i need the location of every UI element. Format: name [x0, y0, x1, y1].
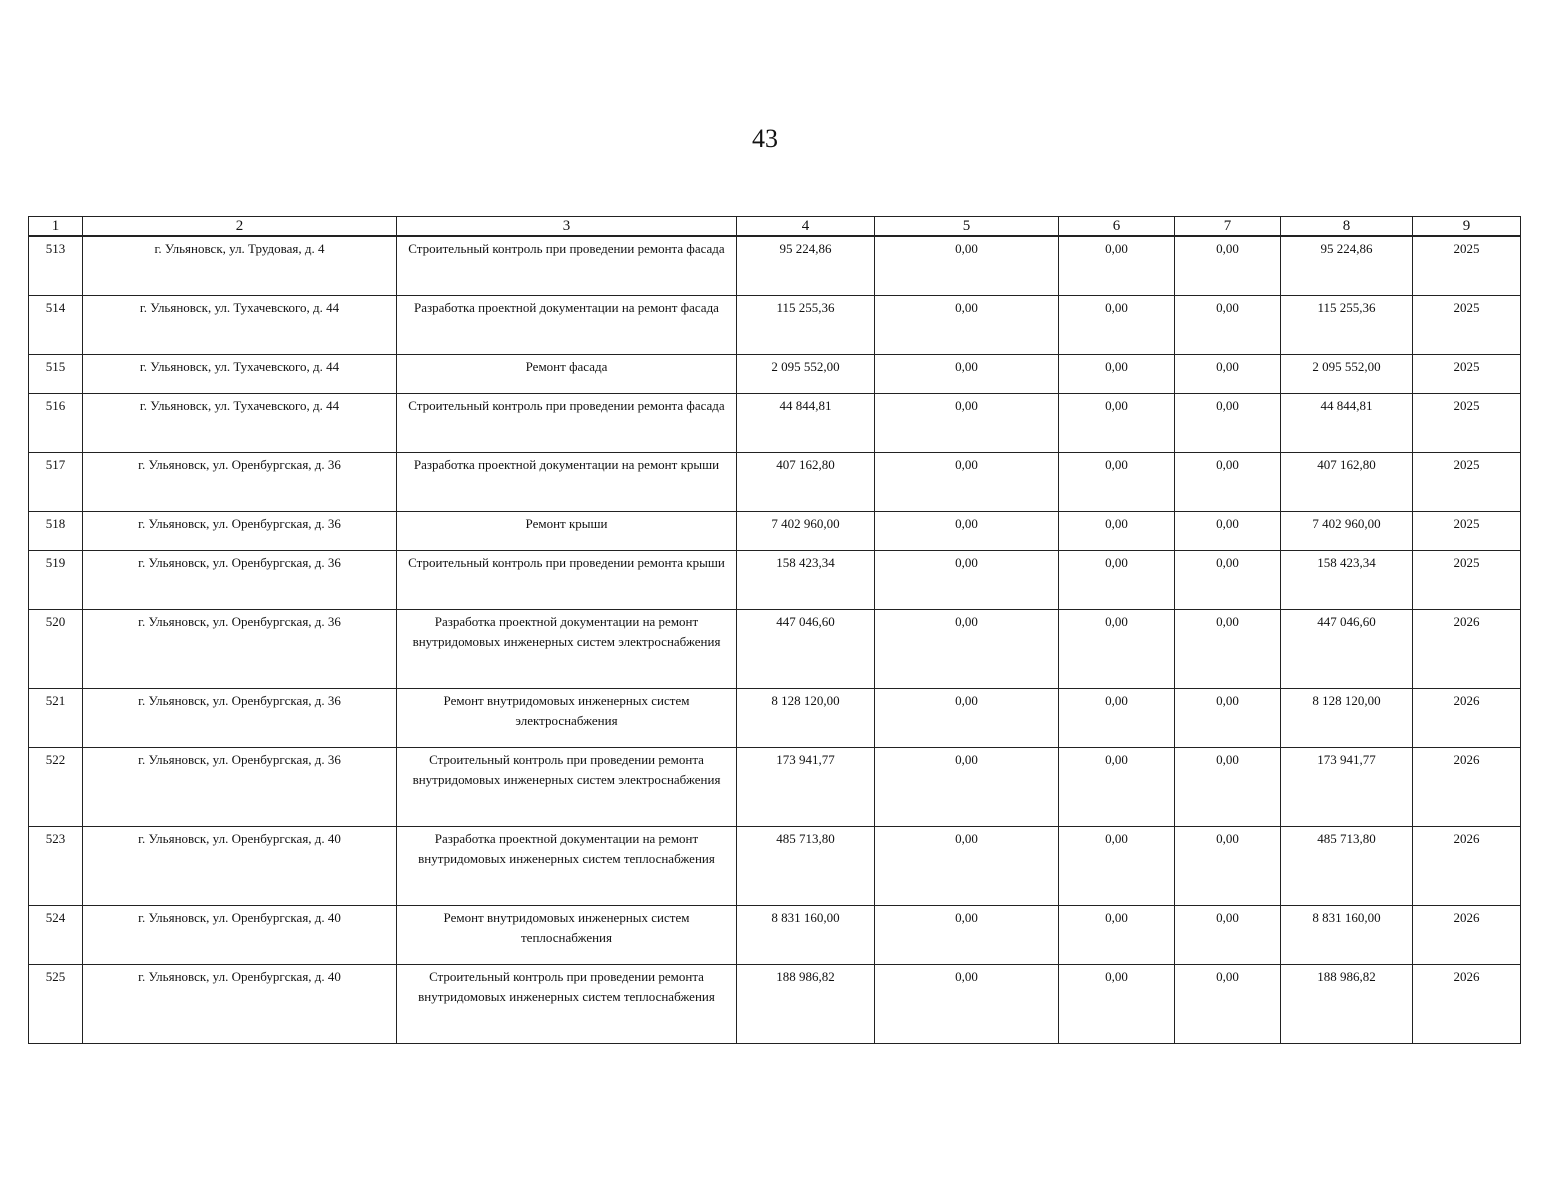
amount-cell: 0,00 [875, 453, 1059, 512]
year-cell: 2025 [1413, 296, 1521, 355]
address-cell: г. Ульяновск, ул. Оренбургская, д. 36 [83, 453, 397, 512]
amount-cell: 0,00 [875, 689, 1059, 748]
year-cell: 2025 [1413, 512, 1521, 551]
amount-cell: 8 831 160,00 [737, 906, 875, 965]
amount-cell: 0,00 [875, 296, 1059, 355]
table-row [29, 551, 1521, 610]
work-type-cell: Ремонт фасада [397, 355, 737, 394]
address-cell: г. Ульяновск, ул. Тухачевского, д. 44 [83, 355, 397, 394]
column-header: 1 [29, 217, 83, 237]
year-cell: 2026 [1413, 610, 1521, 689]
address-cell: г. Ульяновск, ул. Трудовая, д. 4 [83, 236, 397, 296]
row-number-cell: 523 [29, 827, 83, 906]
amount-cell: 0,00 [1175, 827, 1281, 906]
amount-cell: 173 941,77 [737, 748, 875, 827]
row-number-cell: 519 [29, 551, 83, 610]
column-header: 7 [1175, 217, 1281, 237]
amount-cell: 7 402 960,00 [737, 512, 875, 551]
amount-cell: 0,00 [1059, 965, 1175, 1044]
amount-cell: 407 162,80 [737, 453, 875, 512]
work-type-cell: Ремонт крыши [397, 512, 737, 551]
table-row [29, 610, 1521, 689]
column-header: 5 [875, 217, 1059, 237]
amount-cell: 447 046,60 [1281, 610, 1413, 689]
work-type-cell: Ремонт внутридомовых инженерных систем теплоснабжения [397, 906, 737, 965]
amount-cell: 95 224,86 [737, 236, 875, 296]
row-number-cell: 517 [29, 453, 83, 512]
address-cell: г. Ульяновск, ул. Оренбургская, д. 36 [83, 689, 397, 748]
work-type-cell: Строительный контроль при проведении ремонта крыши [397, 551, 737, 610]
amount-cell: 0,00 [875, 512, 1059, 551]
amount-cell: 0,00 [1175, 296, 1281, 355]
amount-cell: 0,00 [1175, 906, 1281, 965]
amount-cell: 0,00 [1059, 296, 1175, 355]
table-row [29, 394, 1521, 453]
amount-cell: 0,00 [875, 236, 1059, 296]
year-cell: 2026 [1413, 965, 1521, 1044]
amount-cell: 7 402 960,00 [1281, 512, 1413, 551]
amount-cell: 44 844,81 [737, 394, 875, 453]
amount-cell: 0,00 [1175, 453, 1281, 512]
amount-cell: 0,00 [1059, 827, 1175, 906]
work-type-cell: Строительный контроль при проведении ремонта внутридомовых инженерных систем теплоснабжения [397, 965, 737, 1044]
amount-cell: 0,00 [1059, 355, 1175, 394]
address-cell: г. Ульяновск, ул. Оренбургская, д. 36 [83, 512, 397, 551]
amount-cell: 0,00 [1175, 551, 1281, 610]
address-cell: г. Ульяновск, ул. Тухачевского, д. 44 [83, 296, 397, 355]
table-row [29, 689, 1521, 748]
amount-cell: 0,00 [1175, 965, 1281, 1044]
year-cell: 2026 [1413, 827, 1521, 906]
column-header: 4 [737, 217, 875, 237]
row-number-cell: 524 [29, 906, 83, 965]
work-type-cell: Строительный контроль при проведении ремонта внутридомовых инженерных систем электроснабжения [397, 748, 737, 827]
amount-cell: 0,00 [1059, 689, 1175, 748]
amount-cell: 0,00 [875, 394, 1059, 453]
table-row [29, 906, 1521, 965]
amount-cell: 0,00 [1059, 512, 1175, 551]
row-number-cell: 525 [29, 965, 83, 1044]
amount-cell: 0,00 [1175, 748, 1281, 827]
page-number: 43 [752, 124, 778, 153]
address-cell: г. Ульяновск, ул. Оренбургская, д. 40 [83, 965, 397, 1044]
row-number-cell: 515 [29, 355, 83, 394]
amount-cell: 115 255,36 [737, 296, 875, 355]
amount-cell: 0,00 [1175, 512, 1281, 551]
column-header: 9 [1413, 217, 1521, 237]
table-row [29, 965, 1521, 1044]
address-cell: г. Ульяновск, ул. Тухачевского, д. 44 [83, 394, 397, 453]
amount-cell: 0,00 [1059, 748, 1175, 827]
column-header: 2 [83, 217, 397, 237]
work-type-cell: Разработка проектной документации на ремонт внутридомовых инженерных систем электроснабжения [397, 610, 737, 689]
amount-cell: 0,00 [1175, 355, 1281, 394]
amount-cell: 0,00 [875, 610, 1059, 689]
amount-cell: 188 986,82 [737, 965, 875, 1044]
row-number-cell: 520 [29, 610, 83, 689]
amount-cell: 0,00 [1059, 610, 1175, 689]
address-cell: г. Ульяновск, ул. Оренбургская, д. 36 [83, 551, 397, 610]
repair-program-table [28, 216, 1521, 1044]
table-row [29, 355, 1521, 394]
work-type-cell: Строительный контроль при проведении ремонта фасада [397, 394, 737, 453]
table-row [29, 748, 1521, 827]
year-cell: 2025 [1413, 394, 1521, 453]
address-cell: г. Ульяновск, ул. Оренбургская, д. 36 [83, 748, 397, 827]
work-type-cell: Строительный контроль при проведении ремонта фасада [397, 236, 737, 296]
amount-cell: 407 162,80 [1281, 453, 1413, 512]
row-number-cell: 522 [29, 748, 83, 827]
amount-cell: 0,00 [1059, 236, 1175, 296]
amount-cell: 0,00 [1059, 906, 1175, 965]
year-cell: 2026 [1413, 906, 1521, 965]
work-type-cell: Разработка проектной документации на ремонт фасада [397, 296, 737, 355]
amount-cell: 0,00 [1175, 394, 1281, 453]
year-cell: 2025 [1413, 551, 1521, 610]
column-header: 3 [397, 217, 737, 237]
amount-cell: 0,00 [1175, 610, 1281, 689]
amount-cell: 0,00 [1175, 236, 1281, 296]
amount-cell: 0,00 [1175, 689, 1281, 748]
amount-cell: 0,00 [875, 827, 1059, 906]
column-number-row [29, 217, 1521, 237]
column-header: 8 [1281, 217, 1413, 237]
amount-cell: 0,00 [875, 355, 1059, 394]
address-cell: г. Ульяновск, ул. Оренбургская, д. 40 [83, 827, 397, 906]
amount-cell: 485 713,80 [1281, 827, 1413, 906]
amount-cell: 115 255,36 [1281, 296, 1413, 355]
amount-cell: 447 046,60 [737, 610, 875, 689]
year-cell: 2025 [1413, 236, 1521, 296]
amount-cell: 2 095 552,00 [737, 355, 875, 394]
row-number-cell: 514 [29, 296, 83, 355]
table-row [29, 512, 1521, 551]
amount-cell: 8 128 120,00 [1281, 689, 1413, 748]
address-cell: г. Ульяновск, ул. Оренбургская, д. 36 [83, 610, 397, 689]
work-type-cell: Разработка проектной документации на ремонт крыши [397, 453, 737, 512]
amount-cell: 158 423,34 [737, 551, 875, 610]
year-cell: 2026 [1413, 689, 1521, 748]
amount-cell: 485 713,80 [737, 827, 875, 906]
row-number-cell: 513 [29, 236, 83, 296]
amount-cell: 0,00 [875, 906, 1059, 965]
row-number-cell: 518 [29, 512, 83, 551]
amount-cell: 173 941,77 [1281, 748, 1413, 827]
amount-cell: 8 831 160,00 [1281, 906, 1413, 965]
amount-cell: 44 844,81 [1281, 394, 1413, 453]
table-row [29, 236, 1521, 296]
row-number-cell: 521 [29, 689, 83, 748]
address-cell: г. Ульяновск, ул. Оренбургская, д. 40 [83, 906, 397, 965]
amount-cell: 0,00 [1059, 394, 1175, 453]
amount-cell: 0,00 [1059, 453, 1175, 512]
year-cell: 2026 [1413, 748, 1521, 827]
year-cell: 2025 [1413, 453, 1521, 512]
column-header: 6 [1059, 217, 1175, 237]
work-type-cell: Ремонт внутридомовых инженерных систем электроснабжения [397, 689, 737, 748]
amount-cell: 0,00 [875, 965, 1059, 1044]
table-row [29, 453, 1521, 512]
row-number-cell: 516 [29, 394, 83, 453]
amount-cell: 2 095 552,00 [1281, 355, 1413, 394]
table-row [29, 827, 1521, 906]
amount-cell: 0,00 [1059, 551, 1175, 610]
amount-cell: 158 423,34 [1281, 551, 1413, 610]
amount-cell: 0,00 [875, 748, 1059, 827]
amount-cell: 8 128 120,00 [737, 689, 875, 748]
amount-cell: 95 224,86 [1281, 236, 1413, 296]
work-type-cell: Разработка проектной документации на ремонт внутридомовых инженерных систем теплоснабжения [397, 827, 737, 906]
amount-cell: 188 986,82 [1281, 965, 1413, 1044]
amount-cell: 0,00 [875, 551, 1059, 610]
table-row [29, 296, 1521, 355]
year-cell: 2025 [1413, 355, 1521, 394]
